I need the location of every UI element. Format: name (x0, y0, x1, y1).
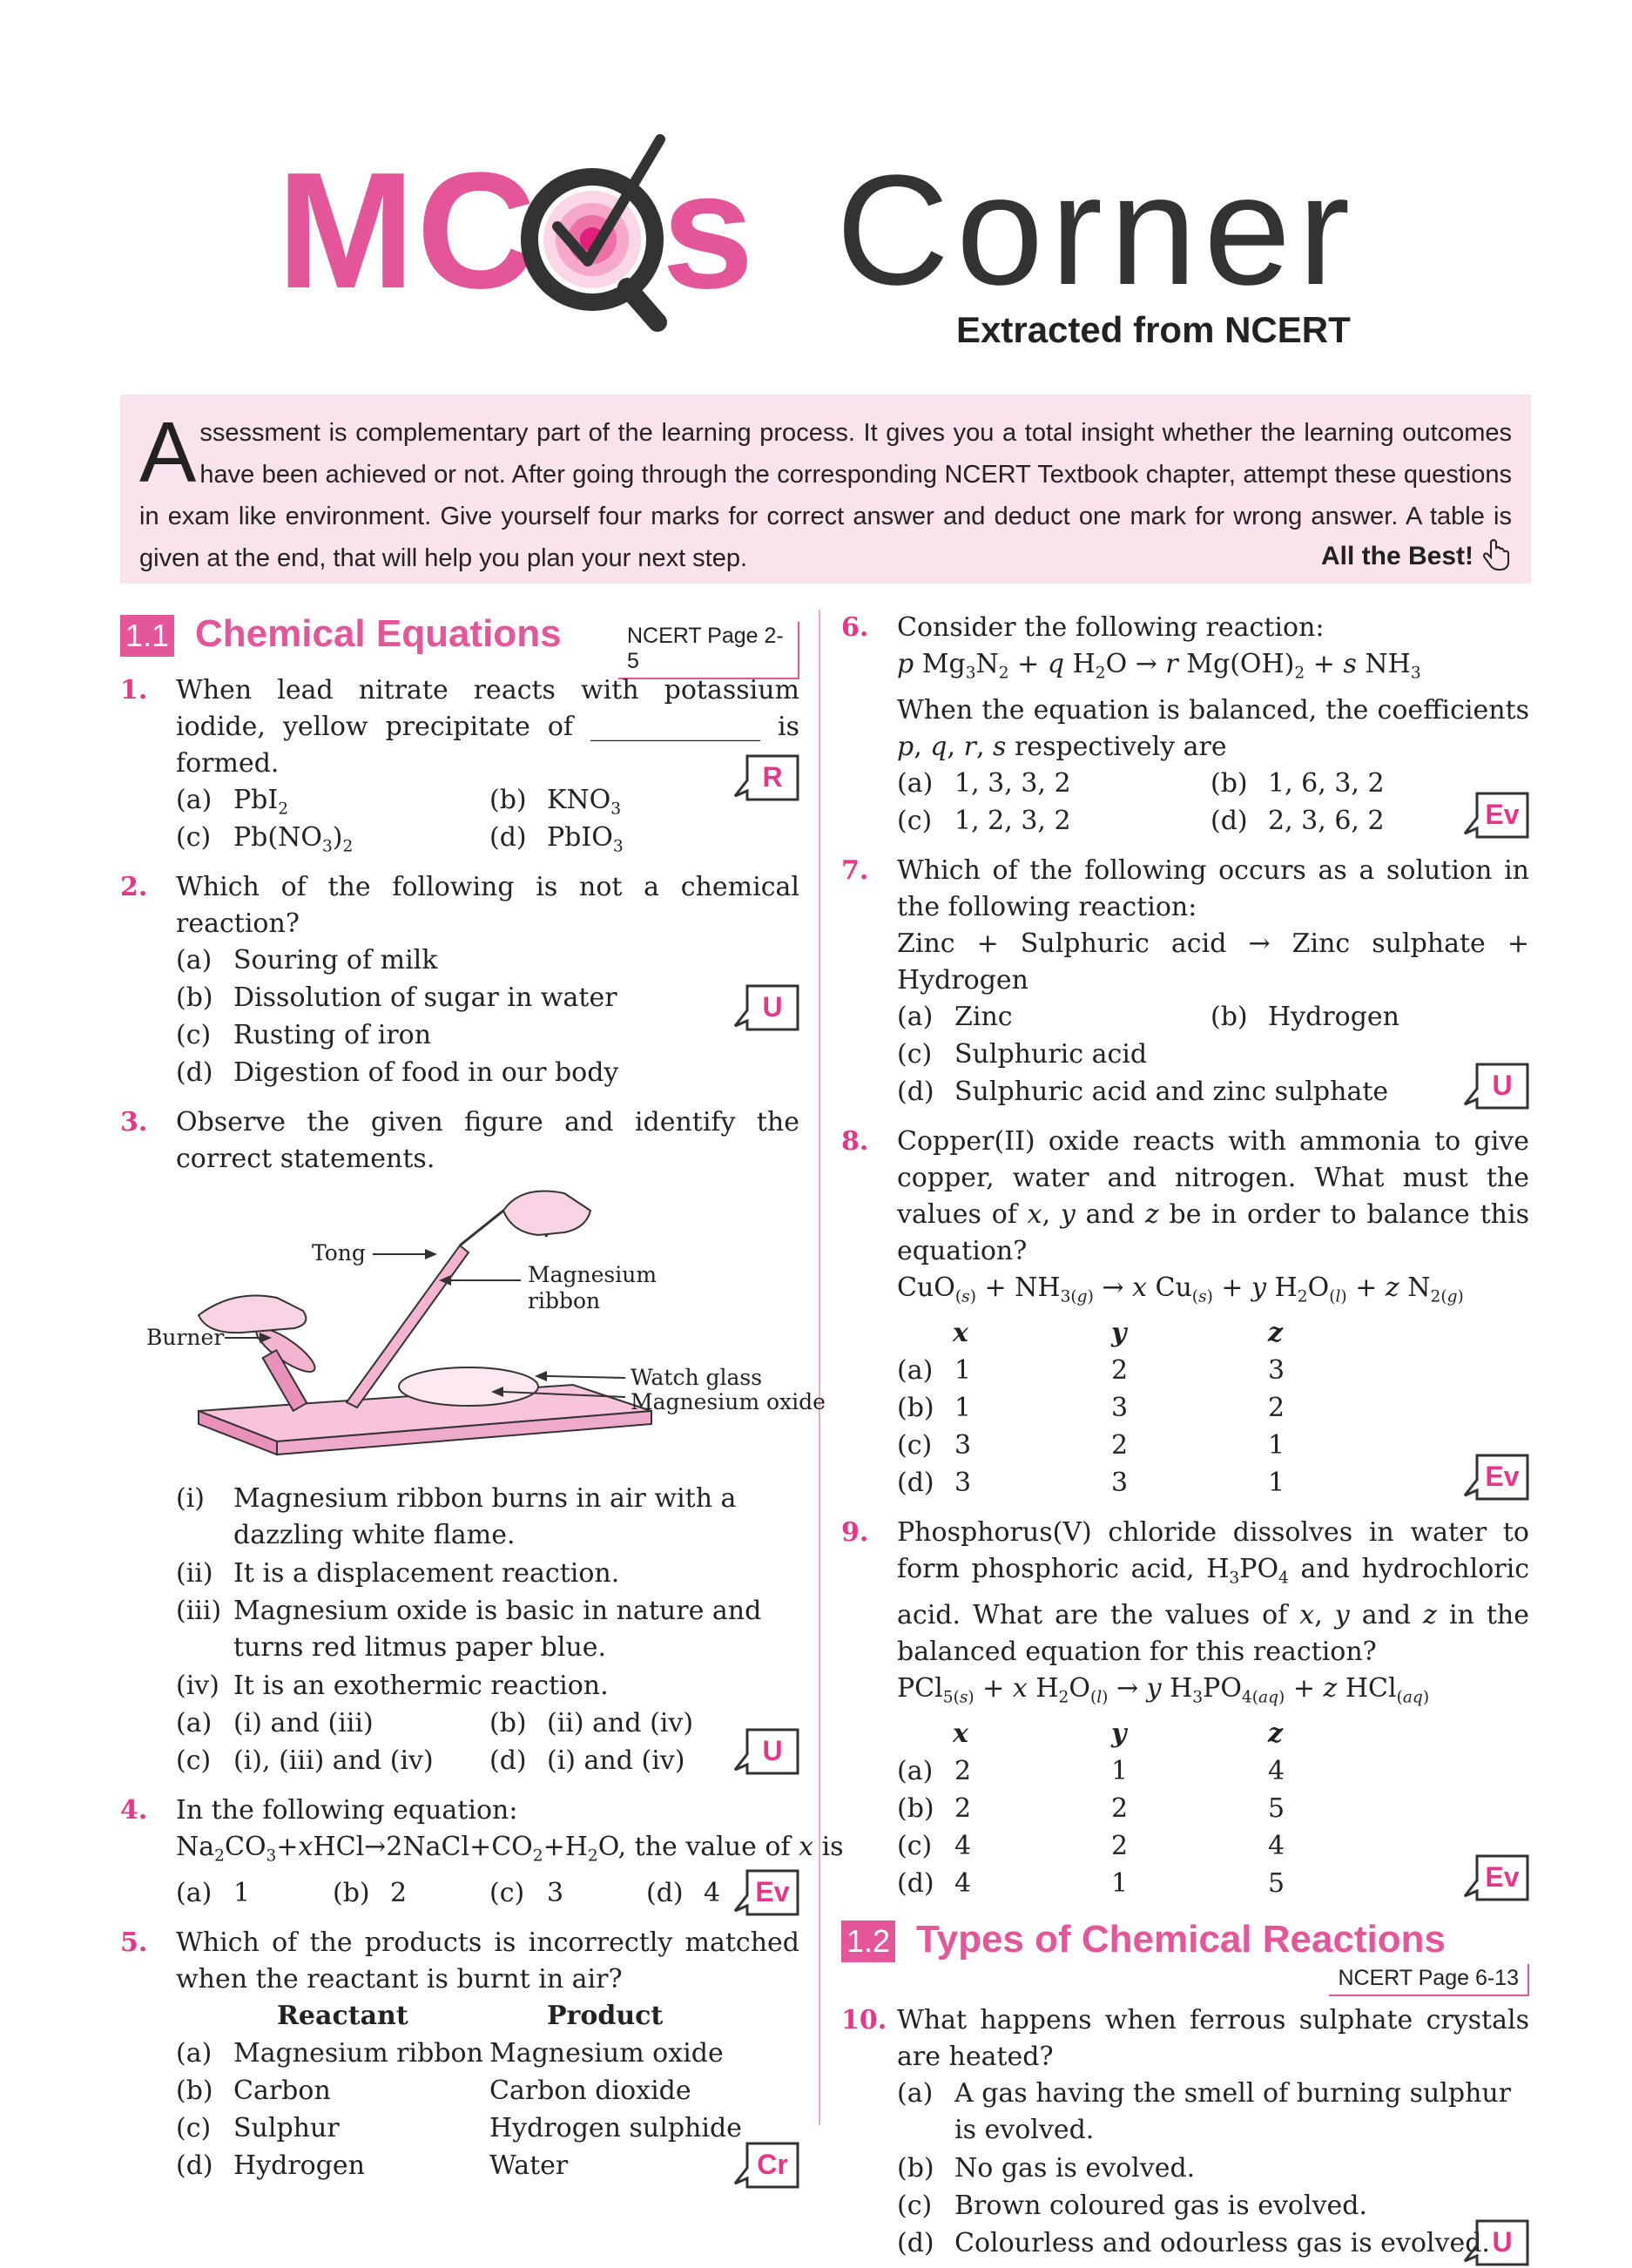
question-number: 8. (841, 1125, 869, 1157)
section-heading (841, 1915, 1529, 1994)
question-number: 4. (120, 1795, 148, 1826)
table-row: (b) 2 2 5 (897, 1793, 1285, 1824)
level-badge: U (732, 982, 799, 1033)
question-text: When lead nitrate reacts with potassium iodide, yellow precipitate of _____________ is formed. (176, 675, 799, 779)
options-row: (c) (i), (iii) and (iv) (d) (i) and (iv) (176, 1745, 685, 1776)
question-number: 9. (841, 1517, 869, 1548)
option: (b) No gas is evolved. (897, 2153, 1196, 2184)
option-d: PbIO$_3$ (547, 822, 624, 856)
question-text: What happens when ferrous sulphate crystals are heated? (897, 2005, 1529, 2072)
table-header: x y z (953, 1718, 1284, 1749)
table-row: (c) Sulphur Hydrogen sulphide (176, 2112, 742, 2143)
question-text: Consider the following reaction: (897, 612, 1325, 643)
drop-cap: A (139, 404, 197, 500)
options-row: (c) 1, 2, 3, 2 (d) 2, 3, 6, 2 (897, 805, 1385, 836)
level-badge: U (732, 1726, 799, 1777)
label-magnesium: Magnesium (528, 1262, 658, 1287)
table-row: (b) Carbon Carbon dioxide (176, 2075, 691, 2106)
option: (d) Digestion of food in our body (176, 1057, 619, 1088)
option-b: $KNO_3$ (547, 785, 622, 819)
question-number: 3. (120, 1107, 148, 1137)
equation: $Na_2CO_3+xHCl\to 2NaCl+CO_2+H_2O$, the value of x is (176, 1832, 844, 1866)
option-label: (d) (489, 822, 527, 853)
question-1 (120, 672, 799, 857)
question-text: Phosphorus(V) chloride dissolves in water to form phosphoric acid, $H_3PO_4$ and hydrochloric acid. What are the values of x, y and z in the balanced equation for this reaction? (897, 1517, 1530, 1667)
column-divider (819, 610, 820, 2125)
equation: $CuO_{(s)} + NH_{3(g)} \to x$ $Cu_{(s)} + y$ $H_2O_{(l)} + z$ $N_{2(g)}$ (897, 1272, 1464, 1306)
table-row: (d) 4 1 5 (897, 1868, 1285, 1899)
option: (b) Dissolution of sugar in water (176, 982, 617, 1013)
question-text: Observe the given figure and identify the correct statements. (176, 1107, 799, 1174)
title-corner: Corner (836, 143, 1358, 318)
statement: (iv) It is an exothermic reaction. (176, 1671, 609, 1701)
level-badge: Ev (732, 1867, 799, 1918)
pointing-hand-icon (1479, 538, 1514, 573)
equation: PCl$_{5(s)}$ + x $H_2O_{(l)} \to y$ $H_3PO_{4(aq)} + z$ HCl$_{(aq)}$ (897, 1672, 1430, 1706)
table-row: (a) Magnesium ribbon Magnesium oxide (176, 2037, 724, 2069)
intro-paragraph: ssessment is complementary part of the learning process. It gives you a total insight whether the learning outcomes have been achieved or not. After going through the corresponding NCERT Textbook chapter, attempt these questions in exam like environment. Give yourself four marks for correct answer and deduct one mark for wrong answer. A table is given at the end, that will help you plan your next step. (139, 419, 1512, 572)
option: (a) A gas having the smell of burning sulphur is evolved. (897, 2078, 1512, 2145)
section-heading (120, 610, 799, 673)
ncert-page-ref: NCERT Page 2-5 (618, 622, 799, 679)
option-label: (a) (176, 785, 212, 815)
table-row: (a) 2 1 4 (897, 1756, 1285, 1786)
table-row: (a) 1 2 3 (897, 1355, 1285, 1386)
option: (c) Brown coloured gas is evolved. (897, 2190, 1368, 2221)
label-ribbon: ribbon (528, 1288, 601, 1313)
question-7 (841, 853, 1529, 1111)
table-header: Reactant Product (277, 2000, 664, 2031)
intro-text (139, 404, 1512, 579)
all-the-best: All the Best! (1320, 542, 1474, 570)
level-badge: Ev (1461, 790, 1529, 840)
label-watch-glass: Watch glass (631, 1365, 763, 1390)
section-number: 1.2 (841, 1920, 895, 1962)
options-row: (a) 1, 3, 3, 2 (b) 1, 6, 3, 2 (897, 767, 1385, 799)
question-2 (120, 869, 799, 1092)
question-number: 5. (120, 1927, 148, 1958)
question-6 (841, 610, 1529, 840)
table-row: (c) 3 2 1 (897, 1430, 1285, 1461)
option: (d) Sulphuric acid and zinc sulphate (897, 1076, 1389, 1107)
intro-box (120, 395, 1531, 584)
option-a: PbI$_2$ (233, 785, 289, 819)
options-row (176, 782, 799, 820)
options-row: (a) 1 (b) 2 (c) 3 (d) 4 (176, 1877, 721, 1908)
option-label: (c) (176, 822, 212, 853)
question-8 (841, 1124, 1529, 1503)
target-check-icon (505, 131, 688, 331)
table-row: (c) 4 2 4 (897, 1831, 1285, 1861)
table-row: (d) Hydrogen Water (176, 2150, 569, 2181)
options-row: (a) Zinc (b) Hydrogen (897, 1001, 1399, 1032)
question-3 (120, 1104, 826, 1780)
level-badge: R (732, 753, 799, 803)
subtitle: Extracted from NCERT (956, 309, 1351, 350)
level-badge: Ev (1461, 1853, 1529, 1903)
question-number: 2. (120, 872, 148, 902)
level-badge: U (1461, 1061, 1529, 1111)
ncert-page-ref: NCERT Page 6-13 (1329, 1964, 1529, 1996)
left-column (120, 610, 844, 2185)
question-text: In the following equation: (176, 1795, 518, 1826)
question-5 (120, 1925, 799, 2185)
option-label: (b) (489, 785, 527, 815)
option-c: $Pb(NO_3)_2$ (233, 822, 354, 856)
question-number: 7. (841, 854, 869, 886)
option: (d) Colourless and odourless gas is evolved. (897, 2228, 1490, 2258)
magnesium-burning-figure (138, 1185, 826, 1481)
statement: (i) Magnesium ribbon burns in air with a dazzling white flame. (176, 1483, 737, 1550)
question-10 (841, 2002, 1529, 2263)
equation: p $Mg_3N_2 + q$ $H_2O \to r$ $Mg(OH)_2 + s$ $NH_3$ (897, 649, 1421, 683)
question-text: Which of the following occurs as a solution in the following reaction: (897, 854, 1529, 922)
question-4 (120, 1792, 844, 1913)
option: (c) Sulphuric acid (897, 1038, 1148, 1070)
section-title: Chemical Equations (195, 612, 562, 655)
question-number: 10. (841, 2005, 887, 2035)
section-number: 1.1 (120, 615, 174, 657)
options-row: (a) (i) and (iii) (b) (ii) and (iv) (176, 1708, 694, 1738)
page-header (0, 0, 1632, 383)
option: (a) Souring of milk (176, 945, 438, 975)
question-text-2: When the equation is balanced, the coefficients p, q, r, s respectively are (897, 694, 1529, 762)
title-mcq: MC (277, 138, 538, 323)
title-s: s (662, 138, 754, 323)
level-badge: Cr (732, 2140, 799, 2190)
question-text: Which of the products is incorrectly matched when the reactant is burnt in air? (176, 1927, 799, 1995)
level-badge: U (1461, 2217, 1529, 2268)
table-row: (d) 3 3 1 (897, 1468, 1285, 1498)
question-number: 1. (120, 675, 148, 705)
table-row: (b) 1 3 2 (897, 1393, 1285, 1423)
equation: Zinc + Sulphuric acid → Zinc sulphate + Hydrogen (897, 928, 1529, 996)
question-text: Copper(II) oxide reacts with ammonia to give copper, water and nitrogen. What must the values of x, y and z be in order to balance this equation? (897, 1125, 1529, 1266)
question-text: Which of the following is not a chemical reaction? (176, 872, 799, 939)
level-badge: Ev (1461, 1452, 1529, 1502)
options-row (176, 820, 799, 857)
label-tong: Tong (312, 1240, 366, 1266)
question-9 (841, 1515, 1529, 1903)
statement: (iii) Magnesium oxide is basic in nature and turns red litmus paper blue. (176, 1596, 762, 1663)
option: (c) Rusting of iron (176, 1020, 432, 1050)
label-magnesium-oxide: Magnesium oxide (631, 1389, 826, 1414)
section-title: Types of Chemical Reactions (916, 1918, 1447, 1961)
question-number: 6. (841, 612, 869, 643)
statement: (ii) It is a displacement reaction. (176, 1558, 620, 1589)
table-header: x y z (953, 1318, 1284, 1348)
right-column (841, 610, 1529, 2263)
label-burner: Burner (146, 1325, 225, 1350)
